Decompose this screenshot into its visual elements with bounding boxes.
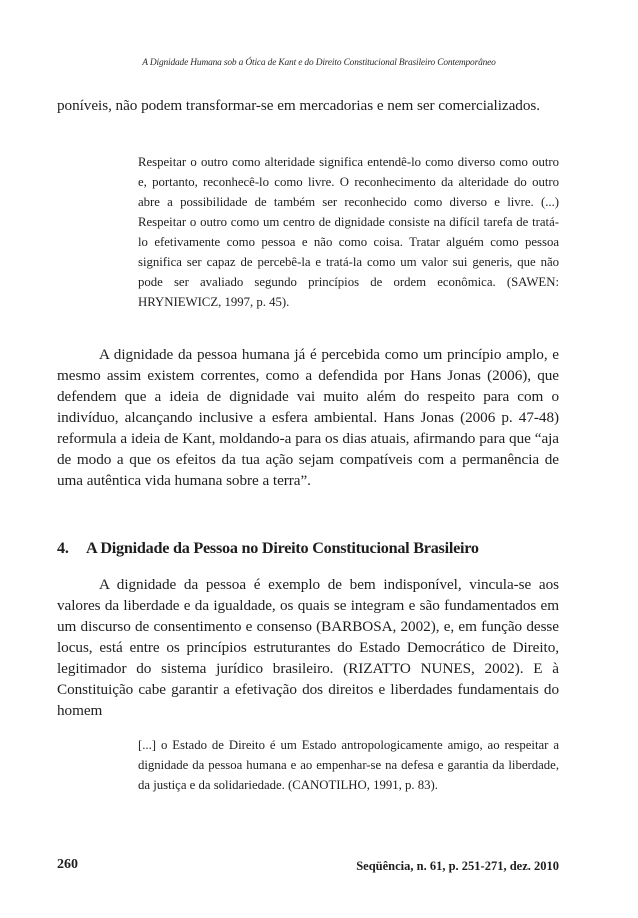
section-heading xyxy=(57,538,577,558)
paragraph-hans-jonas: A dignidade da pessoa humana já é percebida como um princípio amplo, e mesmo assim existem correntes, como a defendida por Hans Jonas (2006), que defendem que a ideia de dignidade vai muito além do respeito para com o indivíduo, alcançando inclusive a esfera ambiental. Hans Jonas (2006 p. 47-48) reformula a ideia de Kant, moldando-a para os dias atuais, afirmando para que “aja de modo a que os efeitos da tua ação sejam compatíveis com a permanência de uma autêntica vida humana sobre a terra”. xyxy=(57,346,559,489)
block-quote-canotilho: [...] o Estado de Direito é um Estado antropologicamente amigo, ao respeitar a dignidade da pessoa humana e ao empenhar-se na defesa e garantia da liberdade, da justiça e da solidariedade. (CANOTILHO, 1991, p. 83). xyxy=(138,738,559,792)
section-number: 4. xyxy=(57,539,69,557)
paragraph-dignidade-indisponivel: A dignidade da pessoa é exemplo de bem indisponível, vincula-se aos valores da liberdade e da igualdade, os quais se integram e são fundamentados em um discurso de consentimento e consenso (BARBOSA, 2002), e, em função desse locus, está entre os princípios estruturantes do Estado Democrático de Direito, legitimador do sistema jurídico brasileiro. (RIZATTO NUNES, 2002). E à Constituição cabe garantir a efetivação dos direitos e liberdades fundamentais do homem xyxy=(57,576,559,719)
page-number: 260 xyxy=(57,857,78,872)
block-quote-sawen: Respeitar o outro como alteridade significa entendê-lo como diverso como outro e, portanto, reconhecê-lo como livre. O reconhecimento da alteridade do outro abre a possibilidade de também ser reconhecido como diverso e livre. (...) Respeitar o outro como um centro de dignidade consiste na difícil tarefa de tratá-lo efetivamente como pessoa e não como coisa. Tratar alguém como pessoa significa ser capaz de percebê-la e tratá-la como um valor sui generis, que não pode ser avaliado segundo princípios de ordem econômica. (SAWEN: HRYNIEWICZ, 1997, p. 45). xyxy=(138,155,559,309)
paragraph-continuation: poníveis, não podem transformar-se em mercadorias e nem ser comercializados. xyxy=(57,97,540,114)
journal-citation: Seqüência, n. 61, p. 251-271, dez. 2010 xyxy=(356,859,559,873)
running-header: A Dignidade Humana sob a Ótica de Kant e do Direito Constitucional Brasileiro Contemporâneo xyxy=(142,58,496,68)
section-title: A Dignidade da Pessoa no Direito Constitucional Brasileiro xyxy=(86,539,479,557)
